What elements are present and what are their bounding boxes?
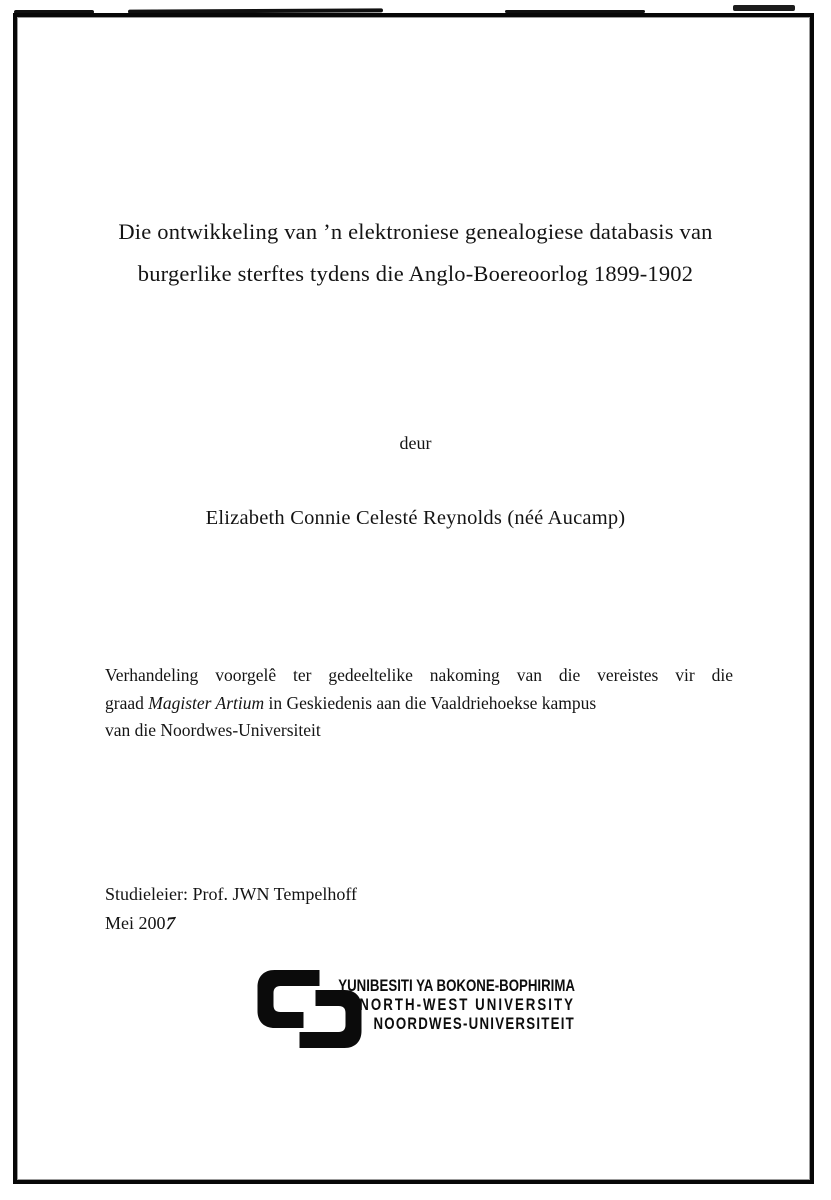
- logo-line-afrikaans: NOORDWES-UNIVERSITEIT: [373, 1014, 575, 1033]
- statement-line-2-post: in Geskiedenis aan die Vaaldriehoekse kampus: [264, 692, 597, 713]
- degree-name: Magister Artium: [148, 692, 265, 713]
- scan-smudge: [733, 5, 795, 11]
- statement-line-1: Verhandeling voorgelê ter gedeeltelike nakoming van die vereistes vir die: [105, 665, 733, 685]
- date-prefix: Mei 200: [105, 913, 166, 933]
- title-line-1: Die ontwikkeling van ’n elektroniese genealogiese databasis van: [118, 219, 713, 244]
- logo-line-english: NORTH-WEST UNIVERSITY: [359, 995, 575, 1014]
- statement-line-2-pre: graad: [105, 692, 149, 713]
- degree-statement: [105, 662, 733, 745]
- statement-line-2: [105, 690, 733, 718]
- supervisor-line: Studieleier: Prof. JWN Tempelhoff: [105, 884, 358, 904]
- date-line: [105, 909, 357, 938]
- statement-line-3: van die Noordwes-Universiteit: [105, 720, 321, 740]
- nwu-logo-wordmark: [250, 976, 575, 1033]
- byline: deur: [399, 433, 432, 453]
- document-title: [60, 211, 771, 295]
- author-name: Elizabeth Connie Celesté Reynolds (néé Aucamp): [205, 507, 626, 529]
- logo-line-setswana: YUNIBESITI YA BOKONE-BOPHIRIMA: [338, 976, 575, 995]
- supervisor-block: [105, 880, 357, 938]
- title-line-2: burgerlike sterftes tydens die Anglo-Boereoorlog 1899-1902: [137, 261, 694, 286]
- date-last-digit: 7: [163, 912, 177, 934]
